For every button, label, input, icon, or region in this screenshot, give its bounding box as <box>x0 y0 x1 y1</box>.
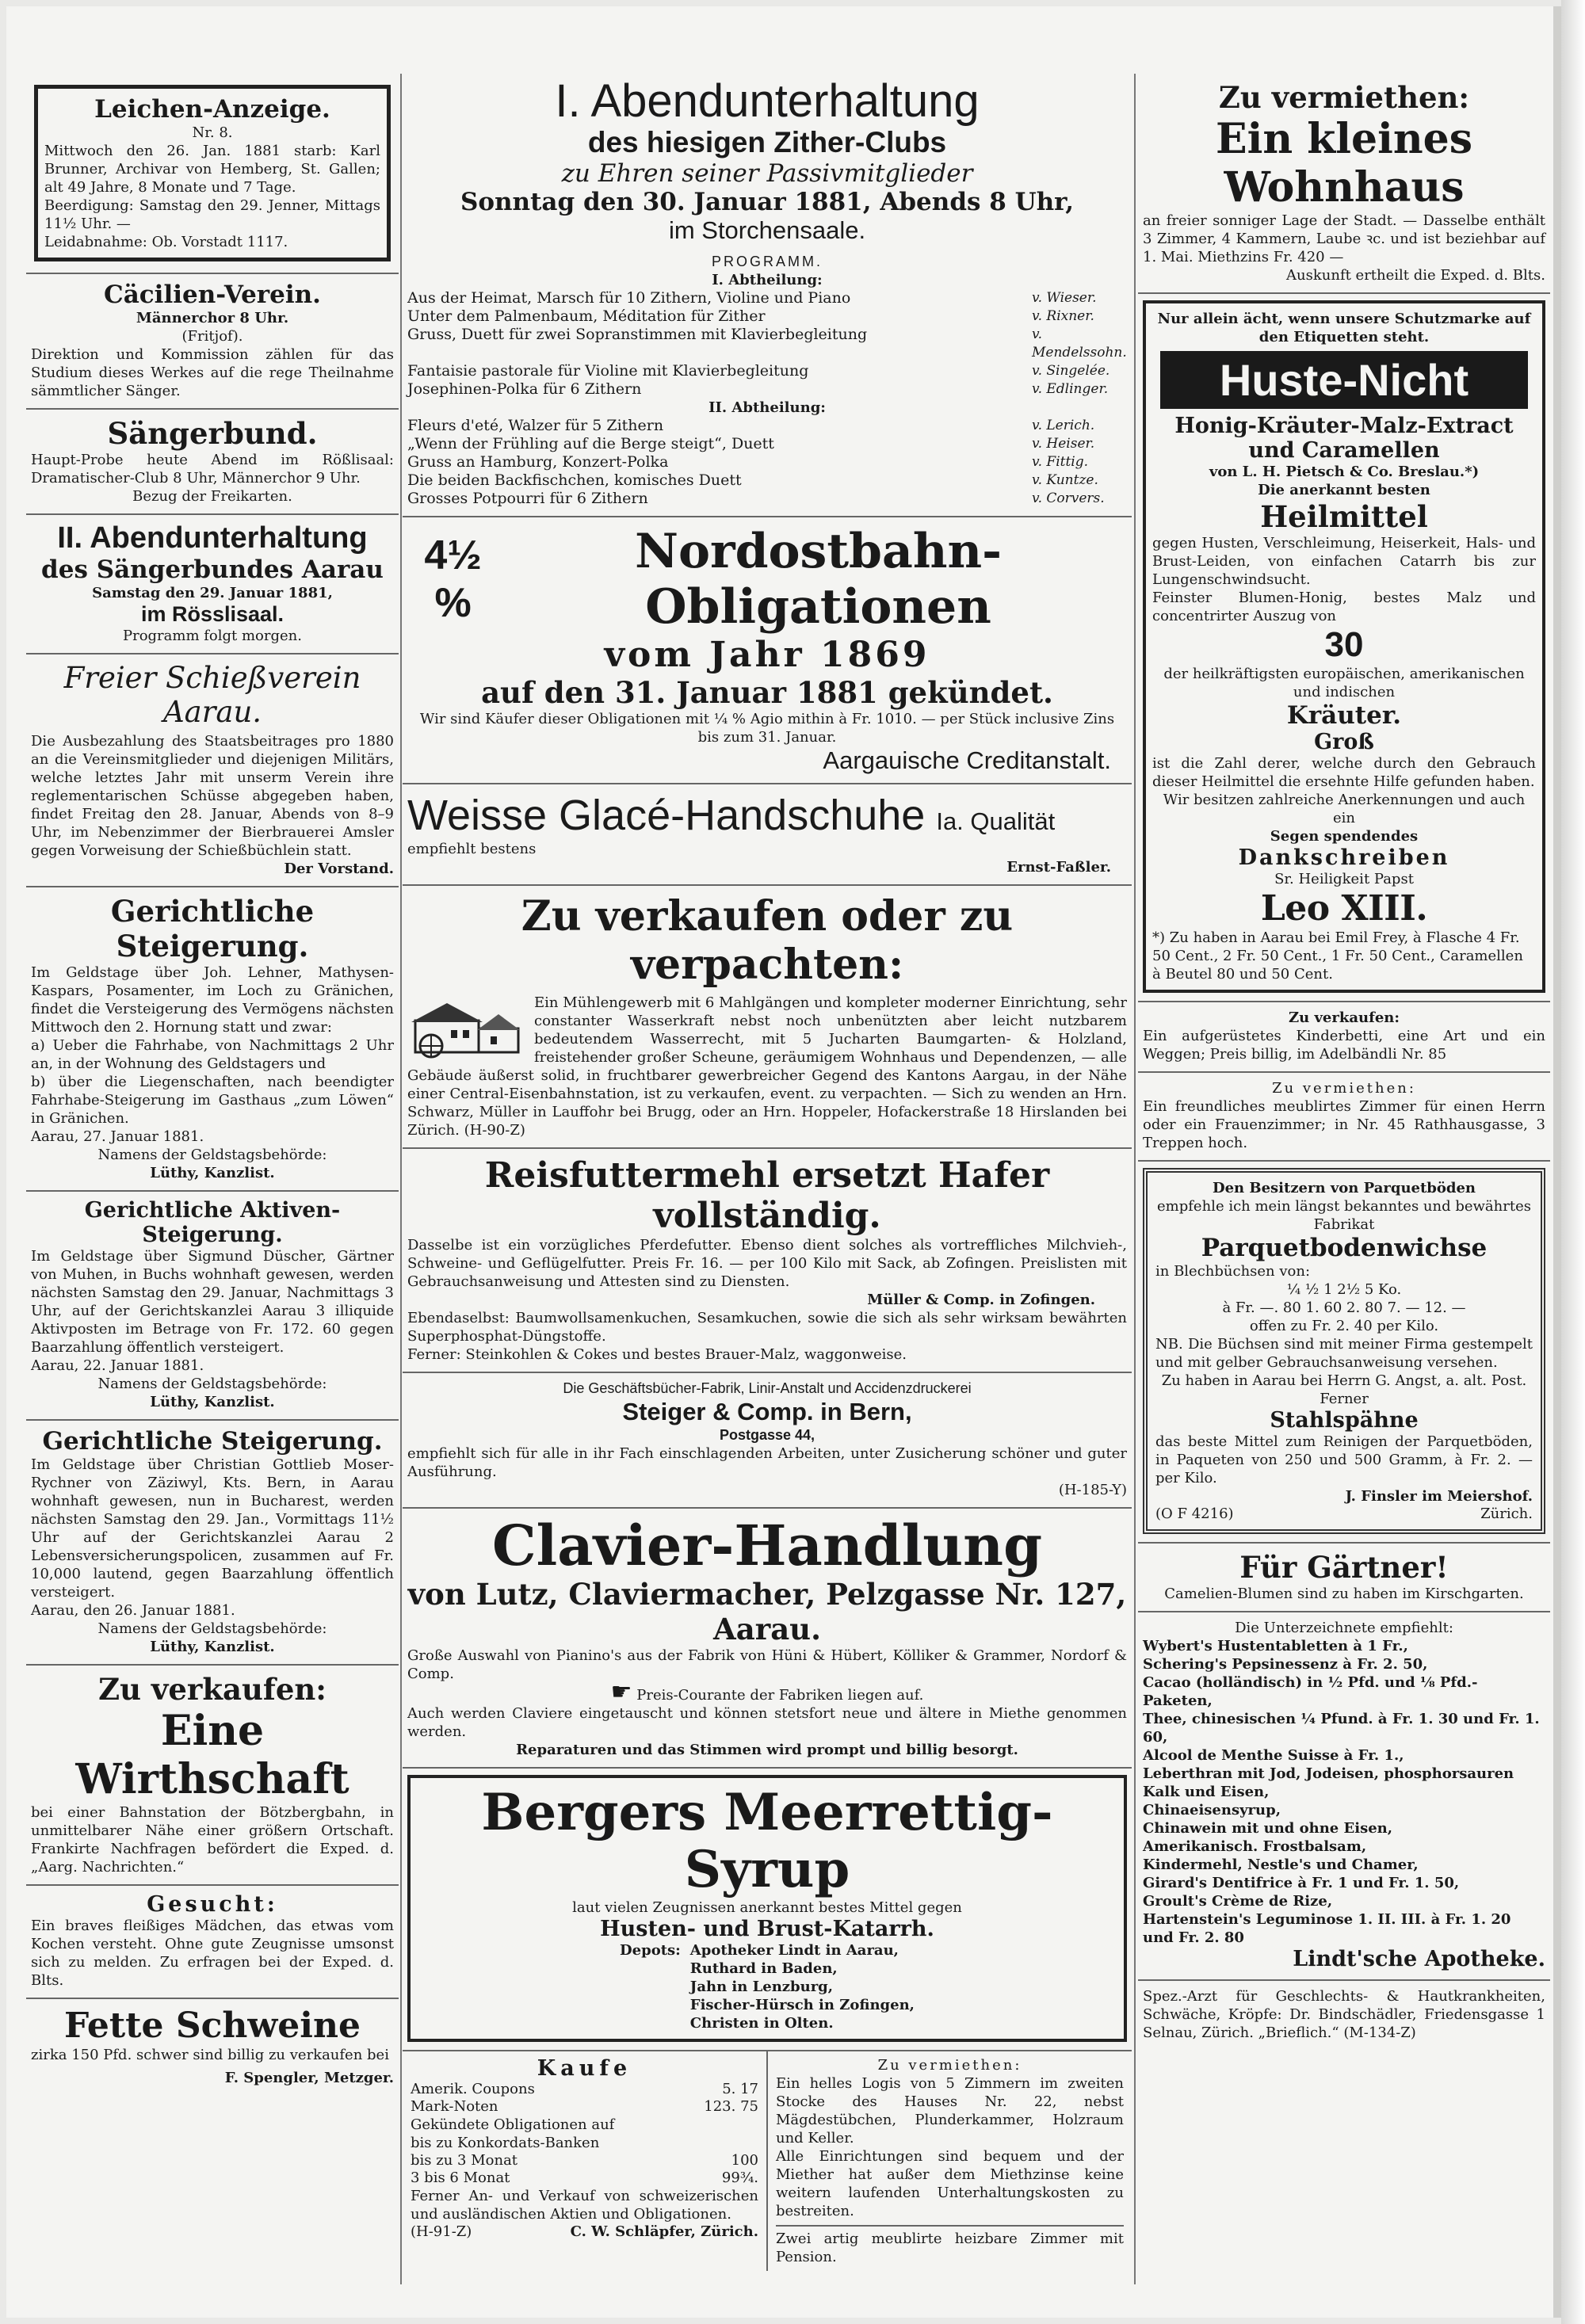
wohnhaus-heading: Zu vermiethen: <box>1218 80 1470 115</box>
saengerbund-body: Haupt-Probe heute Abend im Rößlisaal: Dramatischer-Club 8 Uhr, Männerchor 9 Uhr. <box>31 452 394 487</box>
apotheke-item: Kindermehl, Nestle's und Chamer, <box>1143 1857 1419 1873</box>
huste-b6: Segen spendendes <box>1270 828 1419 845</box>
program-item-title: Josephinen-Polka für 6 Zithern <box>407 380 642 398</box>
berger-title: Bergers Meerrettig-Syrup <box>481 1783 1053 1899</box>
berger-syrup-ad <box>403 1769 1132 2051</box>
program-item <box>407 490 1127 508</box>
middle-column <box>403 74 1132 2292</box>
column-rule <box>400 74 402 2284</box>
aktiven-body: Im Geldstage über Sigmund Düscher, Gärtner von Muhen, in Buchs wohnhaft gewesen, werden nächsten Samstag den 29. Januar, Nachmittags 3 Uhr, auf der Gerichtskanzlei Aarau 3 illiquide Aktivposten im Betrage von Fr. 172. 60 gegen Baarzahlung öffentlich versteigert. <box>31 1248 394 1356</box>
parquet-code: (O F 4216) <box>1155 1505 1234 1522</box>
huste-t5: Die anerkannt besten <box>1258 482 1430 498</box>
steigerung2-sig: Lüthy, Kanzlist. <box>150 1639 275 1655</box>
huste-b8: Sr. Heiligkeit Papst <box>1274 871 1414 887</box>
bottom-middle-row <box>403 2051 1132 2271</box>
huste-t6: Heilmittel <box>1260 499 1428 534</box>
program-item-composer: v. Corvers. <box>1032 490 1105 506</box>
parquet-sig: J. Finsler im Meiershof. <box>1345 1488 1533 1505</box>
kaufe-footer <box>411 2223 758 2241</box>
huste-b4: ist die Zahl derer, welche durch den Gebrauch dieser Heilmittel die ersehnte Hilfe gefunden haben. <box>1152 755 1536 790</box>
program-item-title: Fantaisie pastorale für Violine mit Klavierbegleitung <box>407 362 809 380</box>
abendunterhaltung-2-notice <box>26 515 399 654</box>
program-item-composer: v. Mendelssohn. <box>1032 326 1127 361</box>
kaufe-row-value: 123. 75 <box>704 2098 758 2115</box>
logis-body: Ein helles Logis von 5 Zimmern im zweiten Stocke des Hauses Nr. 22, nebst Mägdestübchen, Plunderkammer, Holzraum und Keller. <box>776 2075 1124 2147</box>
apotheke-item: Alcool de Menthe Suisse à Fr. 1., <box>1143 1747 1404 1764</box>
parquet-l5: NB. Die Büchsen sind mit meiner Firma gestempelt und mit gelber Gebrauchsanweisung versehen. <box>1155 1336 1533 1371</box>
kaufe-line-2: bis zu Konkordats-Banken <box>411 2135 600 2151</box>
death-notice-box <box>34 85 391 261</box>
program-item-composer: v. Fittig. <box>1032 454 1089 470</box>
huste-30: 30 <box>1324 625 1364 664</box>
program-item-title: Gruss, Duett für zwei Sopranstimmen mit Klavierbegleitung <box>407 326 868 343</box>
schiessverein-title: Freier Schießverein Aarau. <box>63 661 361 729</box>
apotheke-item: Schering's Pepsinessenz à Fr. 2. 50, <box>1143 1656 1428 1673</box>
berger-box <box>407 1775 1127 2042</box>
kaufe-row-label: 3 bis 6 Monat <box>411 2169 510 2186</box>
depot-item: Jahn in Lenzburg, <box>689 1979 834 1995</box>
program-item-composer: v. Wieser. <box>1032 290 1097 306</box>
huste-b3: der heilkräftigsten europäischen, amerikanischen und indischen <box>1163 666 1525 700</box>
zither-programm-label: PROGRAMM. <box>711 254 823 269</box>
gesucht-title: Gesucht: <box>147 1892 278 1917</box>
saengerbund-foot: Bezug der Freikarten. <box>132 488 292 505</box>
steigerung2-namens: Namens der Geldstagsbehörde: <box>97 1620 327 1637</box>
clavier-line-3: Reparaturen und das Stimmen wird prompt und billig besorgt. <box>516 1742 1018 1758</box>
reis-sig: Müller & Comp. in Zofingen. <box>867 1292 1095 1308</box>
steiger-body: empfiehlt sich für alle in ihr Fach einschlagenden Arbeiten, unter Zusicherung schöner und guter Ausführung. <box>407 1445 1127 1480</box>
logis-body-2: Alle Einrichtungen sind bequem und der Miether hat außer dem Miethzinse keine weitern laufenden Unterhaltungskosten zu bestreiten. <box>776 2148 1124 2219</box>
apotheke-item: Chinawein mit und ohne Eisen, <box>1143 1820 1393 1837</box>
program-item-title: Grosses Potpourri für 6 Zithern <box>407 490 648 507</box>
page-edge <box>1561 0 1585 2324</box>
aktiven-sig: Lüthy, Kanzlist. <box>150 1394 275 1410</box>
kinderbett-title: Zu verkaufen: <box>1288 1009 1400 1026</box>
apotheke-sig: Lindt'sche Apotheke. <box>1293 1947 1545 1971</box>
abend2-venue: im Rösslisaal. <box>140 602 285 626</box>
reis-body: Dasselbe ist ein vorzügliches Pferdefutter. Ebenso dient solches als vortreffliches Milchvieh-, Schweine- und Geflügelfutter. Preis Fr. 16. — per 100 Kilo mit Sack, ab Zofingen. Preislisten mit Gebrauchsanweisung und Attesten sind zu Diensten. <box>407 1237 1127 1290</box>
parquet-sizes: ¼ ½ 1 2½ 5 Ko. <box>1286 1281 1402 1298</box>
aktiven-steigerung <box>26 1192 399 1421</box>
wohnhaus-foot: Auskunft ertheilt die Exped. d. Blts. <box>1286 267 1545 284</box>
glace-header <box>407 791 1127 840</box>
parquet-title: Parquetbodenwichse <box>1201 1234 1488 1262</box>
wohnhaus-body: an freier sonniger Lage der Stadt. — Dasselbe enthält 3 Zimmer, 4 Kammern, Laube ꝛc. und ist beziehbar auf 1. Mai. Miethzins Fr. 420 — <box>1143 212 1545 265</box>
zither-club-ad <box>403 74 1132 517</box>
apotheke-list <box>1143 1637 1545 1947</box>
schweine-body: zirka 150 Pfd. schwer sind billig zu verkaufen bei <box>31 2047 389 2063</box>
zimmer-ad <box>1138 1073 1550 1162</box>
berger-depots <box>417 1941 1117 2032</box>
muehle-body: Ein Mühlengewerb mit 6 Mahlgängen und kompleter moderner Einrichtung, sehr constanter Wasserkraft nebst noch unbenützten aber leicht nutzbarem bedeutendem Wasserrecht, mit 5 Jucharten Baumgarten- & Holzland, freistehender großer Scheune, geräumigem Wohnhaus und Dependenzen, — alle Gebäude äußerst solid, in fruchtbarer gewerbreicher Gegend des Kantons Aargau, in der Nähe einer Central-Eisenbahnstation, ist zu verkaufen, event. zu verpachten. — Sich zu wenden an Hrn. Schwarz, Müller in Lauffohr bei Brugg, oder an Hrn. Hoppeler, Hofackerstraße 18 Hirslanden bei Zürich. <box>407 994 1127 1139</box>
schiessverein-body: Die Ausbezahlung des Staatsbeitrages pro 1880 an die Vereinsmitglieder und diejenigen Militärs, welche letztes Jahr mit unserm Verein ihre reglementarischen Schüsse abgegeben haben, findet Freitag den 28. Januar, Abends von 8–9 Uhr, im Nebenzimmer der Bierbrauerei Amsler gegen Vorweisung der Schießbüchlein statt. <box>31 733 394 859</box>
steigerung1-a: a) Ueber die Fahrhabe, von Nachmittags 2 Uhr an, in der Wohnung des Geldstagers und <box>31 1037 394 1072</box>
nordostbahn-body: Wir sind Käufer dieser Obligationen mit ¼ % Agio mithin à Fr. 1010. — per Stück inclusive Zins bis zum 31. Januar. <box>419 711 1115 746</box>
kaufe-line-1: Gekündete Obligationen auf <box>411 2116 615 2133</box>
berger-line-2: Husten- und Brust-Katarrh. <box>600 1917 934 1941</box>
steigerung2-title: Gerichtliche Steigerung. <box>42 1427 383 1456</box>
parquet-t2: Stahlspähne <box>1270 1408 1419 1433</box>
schiessverein-sig: Der Vorstand. <box>284 861 394 877</box>
steiger-code: (H-185-Y) <box>1058 1482 1127 1498</box>
parquet-l7: Ferner <box>1320 1391 1369 1407</box>
nordostbahn-ad <box>403 517 1132 784</box>
program-item <box>407 380 1127 399</box>
glace-title: Weisse Glacé-Handschuhe <box>407 792 926 839</box>
huste-nicht-ad <box>1138 294 1550 1002</box>
huste-b9: *) Zu haben in Aarau bei Emil Frey, à Flasche 4 Fr. 50 Cent., 2 Fr. 50 Cent., 1 Fr. 50 Cent., Caramellen à Beutel 80 und 50 Cent. <box>1152 929 1523 983</box>
logis-ad <box>766 2051 1132 2271</box>
zither-title: I. Abendunterhaltung <box>555 75 980 127</box>
reis-title: Reisfuttermehl ersetzt Hafer vollständig. <box>484 1155 1050 1236</box>
steigerung1-date: Aarau, 27. Januar 1881. <box>31 1128 204 1145</box>
kaufe-row-label: Amerik. Coupons <box>411 2081 535 2097</box>
death-notice <box>26 74 399 274</box>
kaufe-row-value: 100 <box>731 2152 758 2169</box>
kaufe-ad <box>403 2051 766 2271</box>
parquet-l4: offen zu Fr. 2. 40 per Kilo. <box>1249 1318 1439 1334</box>
program-item <box>407 435 1127 453</box>
muehle-ad <box>403 886 1132 1149</box>
arzt-ad <box>1138 1981 1550 2050</box>
huste-t2: Honig-Kräuter-Malz-Extract <box>1174 414 1514 438</box>
reisfuttermehl-ad <box>403 1149 1132 1373</box>
program-item <box>407 307 1127 326</box>
apotheke-item: Chinaeisensyrup, <box>1143 1802 1281 1818</box>
death-notice-title: Leichen-Anzeige. <box>94 95 330 124</box>
gerichtliche-steigerung-2 <box>26 1421 399 1666</box>
gaertner-body: Camelien-Blumen sind zu haben im Kirschgarten. <box>1164 1586 1524 1602</box>
steigerung1-b: b) über die Liegenschaften, nach beendigter Fahrhabe-Steigerung im Gasthaus „zum Löwen“ in Gränichen. <box>31 1074 394 1127</box>
steiger-line-1: Die Geschäftsbücher-Fabrik, Linir-Anstalt und Accidenzdruckerei <box>563 1380 972 1396</box>
kinderbett-ad <box>1138 1002 1550 1073</box>
parquet-footer <box>1155 1505 1533 1523</box>
program-item-title: Unter dem Palmenbaum, Méditation für Zither <box>407 307 766 325</box>
clavier-line-2: Auch werden Claviere eingetauscht und können stetsfort neue und ältere in Miethe genommen werden. <box>407 1705 1127 1740</box>
gaertner-title: Für Gärtner! <box>1239 1550 1449 1585</box>
apotheke-item: Groult's Crème de Rize, <box>1143 1893 1333 1910</box>
huste-b5: Wir besitzen zahlreiche Anerkennungen und auch ein <box>1163 792 1526 826</box>
parquet-l1: Den Besitzern von Parquetböden <box>1212 1180 1476 1196</box>
apotheke-item: Thee, chinesischen ¼ Pfund. à Fr. 1. 30 und Fr. 1. 60, <box>1143 1711 1540 1746</box>
reis-line-2: Ferner: Steinkohlen & Cokes und bestes Brauer-Malz, waggonweise. <box>407 1346 907 1363</box>
program-item-composer: v. Heiser. <box>1032 436 1095 452</box>
left-column <box>26 74 399 2292</box>
nordostbahn-year: vom Jahr 1869 <box>604 635 930 675</box>
apotheke-item: Leberthran mit Jod, Jodeisen, phosphorsauren Kalk und Eisen, <box>1143 1765 1514 1800</box>
nordostbahn-date: auf den 31. Januar 1881 gekündet. <box>481 675 1053 710</box>
kaufe-row-label: Mark-Noten <box>411 2098 498 2115</box>
zither-program-list-2 <box>407 417 1127 508</box>
huste-box <box>1143 300 1545 993</box>
wirthschaft-ad <box>26 1666 399 1886</box>
clavier-body: Große Auswahl von Pianino's aus der Fabrik von Hüni & Hübert, Kölliker & Grammer, Nordorf & Comp. <box>407 1647 1127 1682</box>
zither-honor: zu Ehren seiner Passivmitglieder <box>561 159 973 188</box>
huste-line-1: Nur allein ächt, wenn unsere Schutzmarke auf den Etiquetten steht. <box>1157 311 1531 345</box>
nordostbahn-percent: 4½ % <box>424 532 482 626</box>
program-item-composer: v. Lerich. <box>1032 418 1095 433</box>
reis-line-1: Ebendaselbst: Baumwollsamenkuchen, Sesamkuchen, sowie die sich als sehr wirksam bewährten Superphosphat-Düngstoffe. <box>407 1310 1127 1345</box>
mill-building-icon <box>407 997 526 1060</box>
steigerung1-sig: Lüthy, Kanzlist. <box>150 1165 275 1181</box>
program-item <box>407 289 1127 307</box>
program-item <box>407 453 1127 471</box>
schweine-sig: F. Spengler, Metzger. <box>224 2070 394 2086</box>
program-item-title: Die beiden Backfischchen, komisches Duett <box>407 471 742 489</box>
caecilien-line: Männerchor 8 Uhr. <box>136 310 289 326</box>
aktiven-title: Gerichtliche Aktiven-Steigerung. <box>84 1198 341 1247</box>
newspaper-page <box>6 6 1561 2318</box>
kaufe-row <box>411 2152 758 2169</box>
gesucht-ad <box>26 1886 399 1999</box>
depot-item: Ruthard in Baden, <box>689 1960 838 1977</box>
parquet-ad <box>1138 1162 1550 1544</box>
nordostbahn-sig: Aargauische Creditanstalt. <box>823 746 1111 774</box>
death-notice-body: Mittwoch den 26. Jan. 1881 starb: Karl Brunner, Archivar von Hemberg, St. Gallen; alt 49 Jahre, 8 Monate und 7 Tage. Beerdigung: Samstag den 29. Jenner, Mittags 11½ Uhr. — Leidabnahme: Ob. Vorstadt 1117. <box>44 143 380 250</box>
abend2-title: II. Abendunterhaltung <box>57 521 368 555</box>
steigerung1-title: Gerichtliche Steigerung. <box>110 894 315 964</box>
abend2-program: Programm folgt morgen. <box>122 628 302 644</box>
wohnhaus-title: Ein kleines Wohnhaus <box>1215 115 1473 212</box>
huste-b2: Feinster Blumen-Honig, bestes Malz und concentrirter Auszug von <box>1152 590 1536 624</box>
kaufe-sig: C. W. Schläpfer, Zürich. <box>570 2223 758 2240</box>
huste-body: gegen Husten, Verschleimung, Heiserkeit, Hals- und Brust-Leiden, von einfachen Catarrh bis zur Lungenschwindsucht. <box>1152 535 1536 588</box>
steigerung2-date: Aarau, den 26. Januar 1881. <box>31 1602 235 1619</box>
parquet-l6: Zu haben in Aarau bei Herrn G. Angst, a. alt. Post. <box>1161 1372 1527 1389</box>
huste-title: Huste-Nicht <box>1160 351 1528 409</box>
program-item-title: Aus der Heimat, Marsch für 10 Zithern, Violine und Piano <box>407 289 851 307</box>
gaertner-ad <box>1138 1544 1550 1612</box>
muehle-code: (H-90-Z) <box>464 1122 525 1139</box>
kaufe-row-value: 5. 17 <box>722 2081 758 2097</box>
parquet-city: Zürich. <box>1480 1505 1533 1522</box>
kaufe-body: Ferner An- und Verkauf von schweizerischen und ausländischen Aktien und Obligationen. <box>411 2188 758 2223</box>
muehle-body-wrap <box>407 994 1127 1139</box>
huste-kraeuter: Kräuter. <box>1286 701 1402 730</box>
steigerung1-namens: Namens der Geldstagsbehörde: <box>97 1147 327 1163</box>
parquet-l2: empfehle ich mein längst bekanntes und bewährtes Fabrikat <box>1157 1198 1531 1233</box>
kaufe-row <box>411 2169 758 2187</box>
clavier-subtitle: von Lutz, Claviermacher, Pelzgasse Nr. 127, Aarau. <box>407 1577 1127 1647</box>
column-rule <box>1134 74 1136 2284</box>
glace-line: empfiehlt bestens <box>407 841 537 857</box>
program-item <box>407 326 1127 362</box>
pointing-hand-icon: ☛ <box>610 1678 632 1706</box>
huste-t3: und Caramellen <box>1248 438 1440 463</box>
zither-venue: im Storchensaale. <box>668 216 866 244</box>
parquet-l8: das beste Mittel zum Reinigen der Parquetböden, in Paqueten von 250 und 500 Gramm, à Fr. 2. — per Kilo. <box>1155 1433 1533 1486</box>
kinderbett-body: Ein aufgerüstetes Kinderbetti, eine Art und ein Weggen; Preis billig, im Adelbändli Nr. 85 <box>1143 1028 1545 1063</box>
parquet-prices: à Fr. —. 80 1. 60 2. 80 7. — 12. — <box>1222 1299 1466 1316</box>
nordostbahn-title: Nordostbahn-Obligationen <box>635 524 1003 635</box>
kaufe-title: Kaufe <box>537 2056 632 2081</box>
aktiven-namens: Namens der Geldstagsbehörde: <box>97 1376 327 1392</box>
apotheke-item: Amerikanisch. Frostbalsam, <box>1143 1838 1367 1855</box>
steigerung2-body: Im Geldstage über Christian Gottlieb Moser-Rychner von Zäziwyl, Kts. Bern, in Aarau wohnhaft gewesen, nun in Bucharest, werden nächsten Samstag den 29. Jan., Vormittags 11½ Uhr auf der Gerichtskanzlei Aarau 2 Lebensversicherungspolicen, zusammen auf Fr. 10,000 lautend, gegen Baarzahlung öffentlich versteigert. <box>31 1456 394 1601</box>
steiger-ad <box>403 1373 1132 1509</box>
saengerbund-title: Sängerbund. <box>107 416 318 451</box>
clavier-ad <box>403 1509 1132 1769</box>
program-item-composer: v. Edlinger. <box>1032 381 1109 397</box>
schiessverein-notice <box>26 654 399 887</box>
logis-body-3: Zwei artig meublirte heizbare Zimmer mit Pension. <box>776 2225 1124 2266</box>
steigerung1-body: Im Geldstage über Joh. Lehner, Mathysen-Kaspars, Posamenter, im Loch zu Gränichen, findet die Versteigerung des Vermögens nächsten Mittwoch den 2. Hornung statt und zwar: <box>31 964 394 1036</box>
program-item <box>407 362 1127 380</box>
program-item <box>407 417 1127 435</box>
apotheke-l1: Die Unterzeichnete empfiehlt: <box>1235 1620 1453 1636</box>
apotheke-item: Cacao (holländisch) in ½ Pfd. und ⅛ Pfd.-Paketen, <box>1143 1674 1478 1709</box>
aktiven-date: Aarau, 22. Januar 1881. <box>31 1357 204 1374</box>
kaufe-row-label: bis zu 3 Monat <box>411 2152 518 2169</box>
kaufe-row <box>411 2098 758 2116</box>
glace-sig: Ernst-Faßler. <box>1006 859 1111 876</box>
abend2-subtitle: des Sängerbundes Aarau <box>41 555 384 584</box>
program-item-composer: v. Singelée. <box>1032 363 1110 379</box>
depot-item: Christen in Olten. <box>689 2015 834 2032</box>
huste-t4: von L. H. Pietsch & Co. Breslau.*) <box>1209 464 1480 480</box>
zimmer-title: Zu vermiethen: <box>1272 1080 1416 1097</box>
apotheke-item: Wybert's Hustentabletten à 1 Fr., <box>1143 1638 1408 1654</box>
program-item <box>407 471 1127 490</box>
parquet-l3: in Blechbüchsen von: <box>1155 1263 1311 1280</box>
caecilien-line: (Fritjof). <box>181 328 243 345</box>
arzt-body: Spez.-Arzt für Geschlechts- & Hautkrankheiten, Schwäche, Kröpfe: Dr. Bindschädler, Friedensgasse 1 Selnau, Zürich. „Brieflich.“ (M-134-Z) <box>1143 1988 1545 2041</box>
kaufe-row <box>411 2081 758 2098</box>
program-item-composer: v. Kuntze. <box>1032 472 1098 488</box>
zither-section-2: II. Abtheilung: <box>708 399 826 416</box>
schweine-title: Fette Schweine <box>64 2005 361 2046</box>
kaufe-rows <box>411 2081 758 2116</box>
wirthschaft-title: Eine Wirthschaft <box>75 1707 349 1803</box>
kaufe-row-value: 99¾. <box>721 2169 758 2186</box>
logis-title: Zu vermiethen: <box>877 2057 1022 2074</box>
clavier-line-1 <box>407 1678 1127 1706</box>
zimmer-body: Ein freundliches meublirtes Zimmer für einen Herrn oder ein Frauenzimmer; in Nr. 45 Rathhausgasse, 3 Treppen hoch. <box>1143 1098 1545 1151</box>
apotheke-ad <box>1138 1612 1550 1981</box>
zither-section-1: I. Abtheilung: <box>712 272 823 288</box>
steiger-title: Steiger & Comp. in Bern, <box>622 1398 912 1425</box>
zither-program-list-1 <box>407 289 1127 399</box>
huste-b7: Dankschreiben <box>1238 845 1450 870</box>
huste-leo: Leo XIII. <box>1260 888 1428 929</box>
steiger-address: Postgasse 44, <box>719 1427 815 1443</box>
parquet-box <box>1143 1168 1545 1534</box>
zither-date: Sonntag den 30. Januar 1881, Abends 8 Uhr, <box>460 188 1075 216</box>
zither-subtitle: des hiesigen Zither-Clubs <box>587 126 947 158</box>
schweine-ad <box>26 1999 399 2095</box>
right-column <box>1138 74 1550 2292</box>
program-item-title: Gruss an Hamburg, Konzert-Polka <box>407 453 669 471</box>
death-notice-number: Nr. 8. <box>192 124 233 141</box>
kaufe-code: (H-91-Z) <box>411 2223 472 2240</box>
program-item-composer: v. Rixner. <box>1032 308 1094 324</box>
kaufe-rows-2 <box>411 2152 758 2187</box>
clavier-title: Clavier-Handlung <box>491 1513 1043 1578</box>
abend2-date: Samstag den 29. Januar 1881, <box>92 585 333 601</box>
berger-depots-label: Depots: <box>620 1942 681 1959</box>
wohnhaus-ad <box>1138 74 1550 294</box>
clavier-line-1-text: Preis-Courante der Fabriken liegen auf. <box>636 1687 924 1704</box>
glace-handschuhe-ad <box>403 784 1132 886</box>
wirthschaft-body: bei einer Bahnstation der Bötzbergbahn, in unmittelbarer Nähe einer größern Ortschaft. Frankirte Nachfragen befördert die Exped. d. „Aarg. Nachrichten.“ <box>31 1804 394 1876</box>
program-item-title: „Wenn der Frühling auf die Berge steigt“, Duett <box>407 435 774 452</box>
berger-depots-list <box>690 1941 915 2032</box>
saengerbund-notice <box>26 410 399 515</box>
berger-line-1: laut vielen Zeugnissen anerkannt bestes Mittel gegen <box>572 1899 962 1916</box>
wirthschaft-heading: Zu verkaufen: <box>98 1672 327 1707</box>
glace-quality: Ia. Qualität <box>936 807 1056 835</box>
gerichtliche-steigerung-1 <box>26 887 399 1192</box>
nordostbahn-header <box>407 524 1127 635</box>
depot-item: Apotheker Lindt in Aarau, <box>689 1942 899 1959</box>
apotheke-item: Hartenstein's Leguminose 1. II. III. à Fr. 1. 20 und Fr. 2. 80 <box>1143 1911 1511 1946</box>
caecilien-title: Cäcilien-Verein. <box>104 280 321 309</box>
caecilien-body: Direktion und Kommission zählen für das Studium dieses Werkes auf die rege Theilnahme sämmtlicher Sänger. <box>31 346 394 399</box>
huste-gross: Groß <box>1314 730 1374 754</box>
muehle-title: Zu verkaufen oder zu verpachten: <box>521 892 1014 989</box>
program-item-title: Fleurs d'eté, Walzer für 5 Zithern <box>407 417 664 434</box>
caecilien-notice <box>26 274 399 410</box>
gesucht-body: Ein braves fleißiges Mädchen, das etwas vom Kochen versteht. Ohne gute Zeugnisse umsonst sich zu melden. Zu erfragen bei der Exped. d. Blts. <box>31 1918 394 1989</box>
apotheke-item: Girard's Dentifrice à Fr. 1 und Fr. 1. 50, <box>1143 1875 1460 1891</box>
depot-item: Fischer-Hürsch in Zofingen, <box>689 1997 915 2013</box>
